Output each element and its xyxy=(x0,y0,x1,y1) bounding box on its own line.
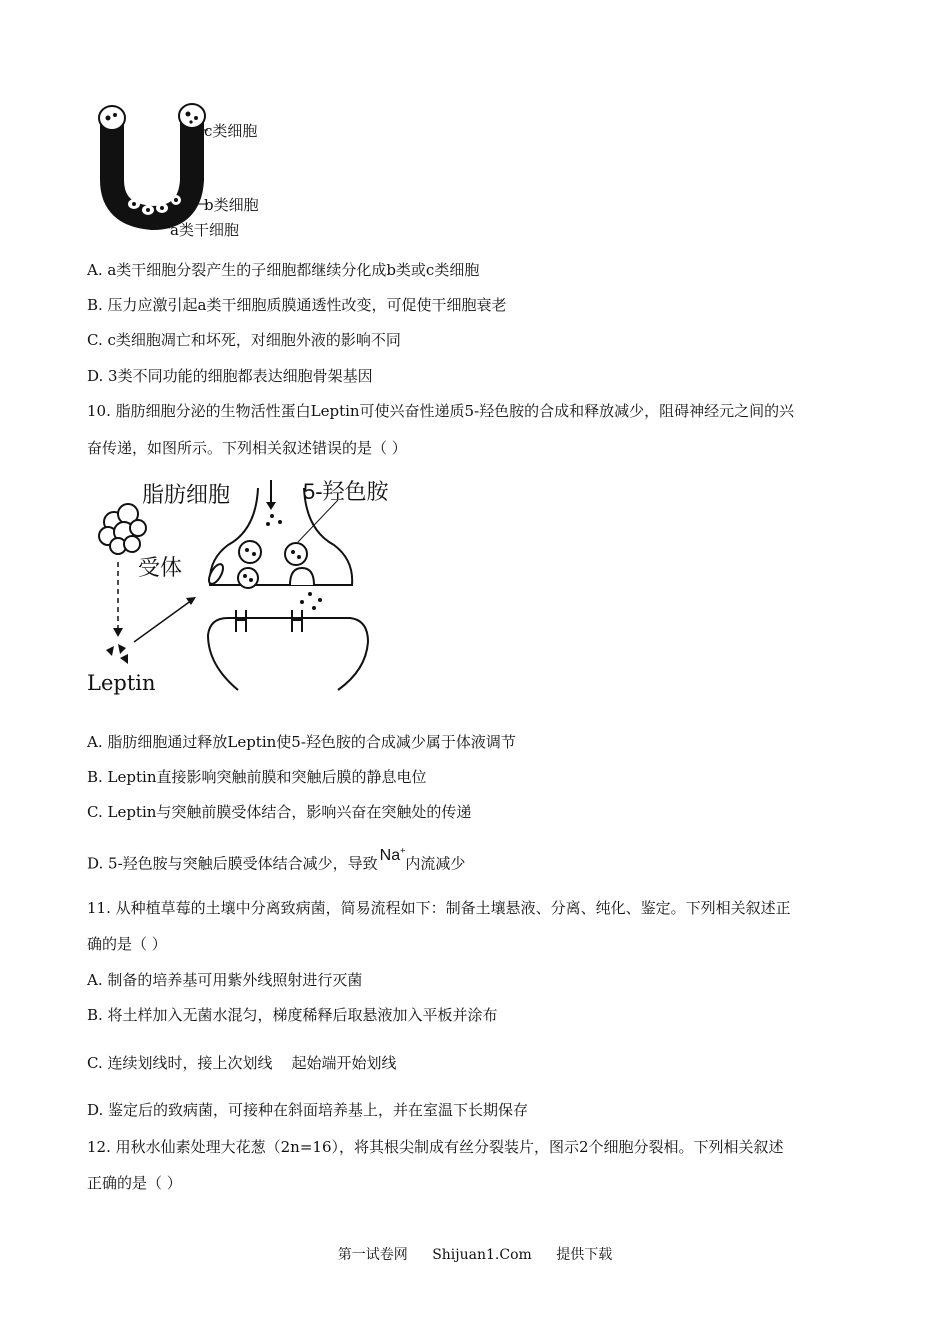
footer-site-name: 第一试卷网 xyxy=(337,1247,408,1263)
fat-cell-cluster xyxy=(99,504,146,554)
fusing-vesicle xyxy=(290,568,314,585)
q9-option-c: C. c类细胞凋亡和坏死，对细胞外液的影响不同 xyxy=(87,331,401,349)
footer-slogan: 提供下载 xyxy=(556,1247,613,1263)
page-footer xyxy=(0,1245,950,1265)
q11-option-d: D. 鉴定后的致病菌，可接种在斜面培养基上，并在室温下长期保存 xyxy=(87,1101,529,1119)
q10-stem-line1: 10. 脂肪细胞分泌的生物活性蛋白Leptin可使兴奋性递质5-羟色胺的合成和释放减少，阻碍神经元之间的兴 xyxy=(87,402,795,420)
q11-option-a: A. 制备的培养基可用紫外线照射进行灭菌 xyxy=(87,971,363,989)
synaptic-vesicle xyxy=(285,543,307,565)
sodium-ion: Na+ xyxy=(379,846,406,865)
synaptic-vesicle xyxy=(239,541,261,563)
label-receptor: 受体 xyxy=(138,555,183,580)
q10-option-b: B. Leptin直接影响突触前膜和突触后膜的静息电位 xyxy=(87,768,427,786)
label-b-cell: b类细胞 xyxy=(204,196,259,214)
q11-stem-line2: 确的是（ ） xyxy=(87,935,167,953)
leptin-molecule xyxy=(118,644,126,654)
q10-stem-line2: 奋传递，如图所示。下列相关叙述错误的是（ ） xyxy=(87,439,407,457)
q10-option-d-suffix: 内流减少 xyxy=(405,854,466,873)
q9-option-a: A. a类干细胞分裂产生的子细胞都继续分化成b类或c类细胞 xyxy=(87,261,480,279)
q10-option-d-prefix: D. 5-羟色胺与突触后膜受体结合减少，导致 xyxy=(87,854,378,873)
label-leptin: Leptin xyxy=(87,671,156,695)
left-tip-cap xyxy=(99,106,125,130)
q9-option-d: D. 3类不同功能的细胞都表达细胞骨架基因 xyxy=(87,367,373,385)
postsynaptic-membrane xyxy=(208,618,368,690)
q10-option-c: C. Leptin与突触前膜受体结合，影响兴奋在突触处的传递 xyxy=(87,803,472,821)
footer-domain[interactable]: Shijuan1.Com xyxy=(432,1247,532,1263)
q12-stem-line1: 12. 用秋水仙素处理大花葱（2n=16），将其根尖制成有丝分裂装片，图示2个细胞分裂相。下列相关叙述 xyxy=(87,1138,784,1156)
leptin-molecule xyxy=(120,654,128,664)
q9-option-b: B. 压力应激引起a类干细胞质膜通透性改变，可促使干细胞衰老 xyxy=(87,296,507,314)
label-serotonin: 5-羟色胺 xyxy=(303,479,389,504)
q10-option-d xyxy=(87,846,466,874)
crypt-u-shape xyxy=(112,120,192,218)
synaptic-vesicle xyxy=(238,568,258,588)
label-c-cell: c类细胞 xyxy=(204,122,258,140)
right-tip-cap xyxy=(179,104,205,128)
label-fat-cell: 脂肪细胞 xyxy=(142,482,231,507)
q11-option-c: C. 连续划线时，接上次划线 起始端开始划线 xyxy=(87,1054,397,1072)
label-a-stem-cell: a类干细胞 xyxy=(170,221,239,239)
q10-option-a: A. 脂肪细胞通过释放Leptin使5-羟色胺的合成减少属于体液调节 xyxy=(87,733,516,751)
leptin-molecule xyxy=(106,646,114,656)
q11-option-b: B. 将土样加入无菌水混匀，梯度稀释后取悬液加入平板并涂布 xyxy=(87,1006,498,1024)
q12-stem-line2: 正确的是（ ） xyxy=(87,1174,182,1192)
q11-stem-line1: 11. 从种植草莓的土壤中分离致病菌，简易流程如下：制备土壤悬液、分离、纯化、鉴定。下列相关叙述正 xyxy=(87,899,791,917)
